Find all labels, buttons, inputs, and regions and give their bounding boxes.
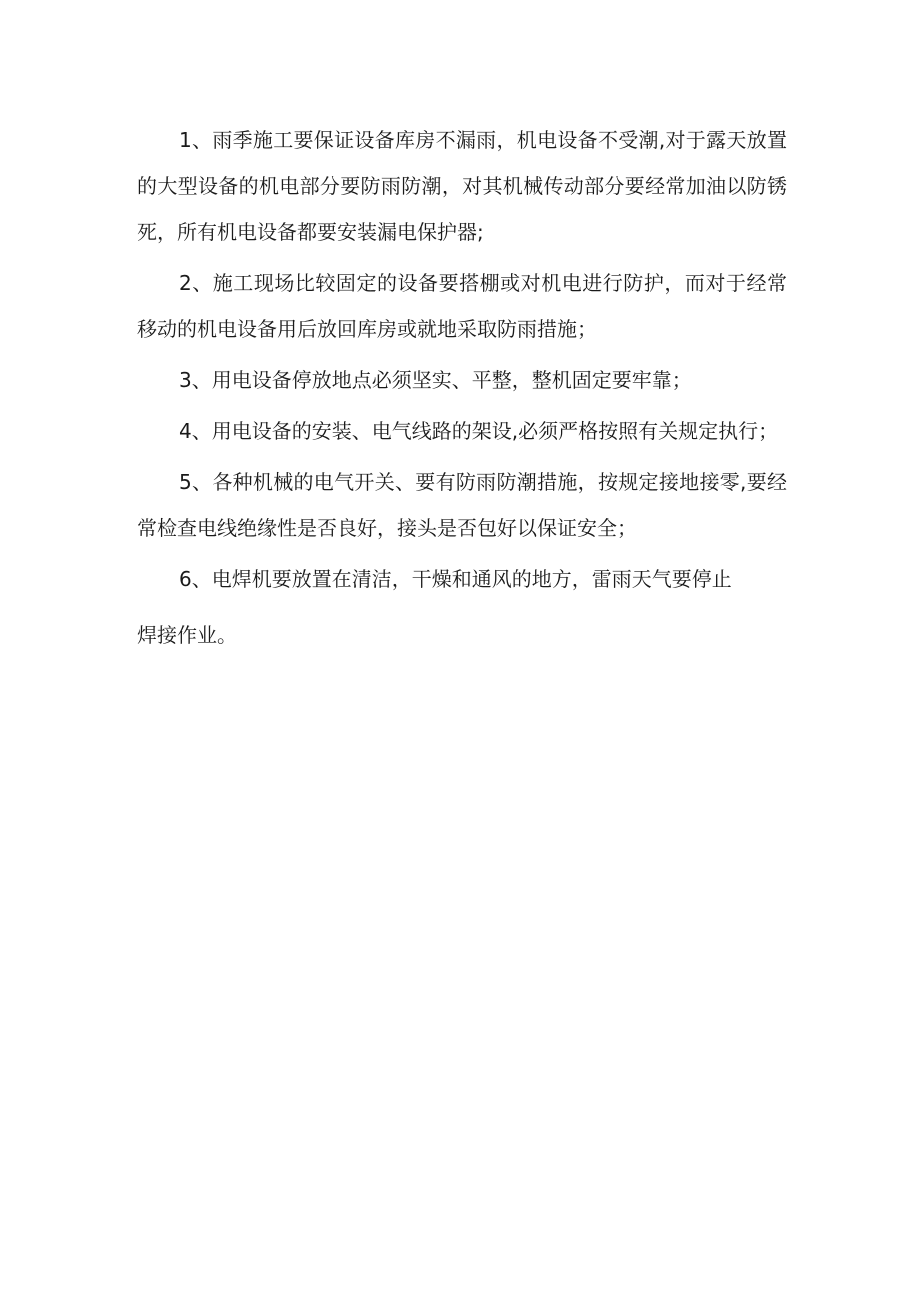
paragraph-6-continuation: 焊接作业。 — [137, 623, 237, 647]
paragraph-3: 3、用电设备停放地点必须坚实、平整，整机固定要牢靠； — [179, 368, 692, 392]
paragraph-4: 4、用电设备的安装、电气线路的架设,必须严格按照有关规定执行； — [179, 419, 779, 443]
paragraph-2: 2、施工现场比较固定的设备要搭棚或对机电进行防护，而对于经常移动的机电设备用后放回库房或就地采取防雨措施； — [137, 271, 787, 341]
document-body — [137, 117, 787, 658]
paragraph-6: 6、电焊机要放置在清洁，干燥和通风的地方，雷雨天气要停止 — [179, 567, 732, 591]
paragraph-1: 1、雨季施工要保证设备库房不漏雨，机电设备不受潮,对于露天放置的大型设备的机电部分要防雨防潮，对其机械传动部分要经常加油以防锈死，所有机电设备都要安装漏电保护器; — [137, 128, 787, 244]
paragraph-5: 5、各种机械的电气开关、要有防雨防潮措施，按规定接地接零,要经常检查电线绝缘性是否良好，接头是否包好以保证安全； — [137, 470, 787, 540]
